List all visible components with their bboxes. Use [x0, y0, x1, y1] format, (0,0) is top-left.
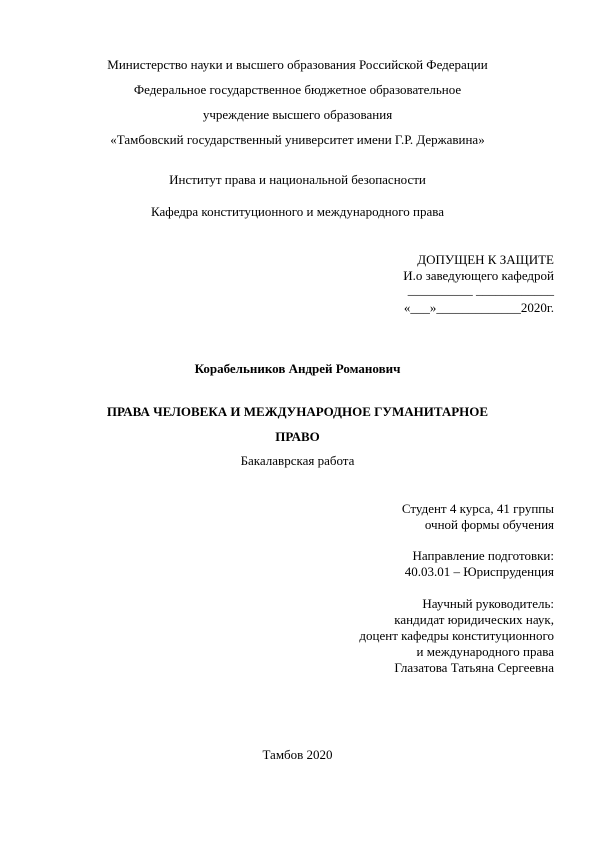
approval-title: ДОПУЩЕН К ЗАЩИТЕ [417, 252, 554, 267]
supervisor-position-line1: доцент кафедры конституционного [359, 628, 554, 643]
student-study-form: очной формы обучения [424, 517, 554, 532]
ministry-name: Министерство науки и высшего образования Российской Федерации [107, 57, 488, 72]
institute-name: Институт права и национальной безопасности [169, 172, 426, 187]
approval-date-line: «___»_____________2020г. [403, 300, 554, 315]
supervisor-degree: кандидат юридических наук, [394, 612, 554, 627]
direction-value: 40.03.01 – Юриспруденция [404, 564, 554, 579]
approval-signature-line: __________ ____________ [407, 282, 554, 297]
work-title-line2: ПРАВО [275, 429, 320, 444]
supervisor-name: Глазатова Татьяна Сергеевна [394, 660, 554, 675]
work-title-line1: ПРАВА ЧЕЛОВЕКА И МЕЖДУНАРОДНОЕ ГУМАНИТАРНОЕ [106, 404, 489, 419]
author-name: Корабельников Андрей Романович [194, 361, 401, 376]
institution-type-line1: Федеральное государственное бюджетное образовательное [133, 82, 462, 97]
student-course: Студент 4 курса, 41 группы [401, 501, 554, 516]
department-name: Кафедра конституционного и международного права [151, 204, 444, 219]
institution-type-line2: учреждение высшего образования [202, 107, 393, 122]
city-year: Тамбов 2020 [262, 747, 333, 762]
supervisor-label: Научный руководитель: [422, 596, 554, 611]
work-type: Бакалаврская работа [240, 453, 355, 468]
approval-role: И.о заведующего кафедрой [403, 268, 554, 283]
direction-label: Направление подготовки: [412, 548, 554, 563]
supervisor-position-line2: и международного права [416, 644, 554, 659]
university-name: «Тамбовский государственный университет имени Г.Р. Державина» [110, 132, 485, 147]
